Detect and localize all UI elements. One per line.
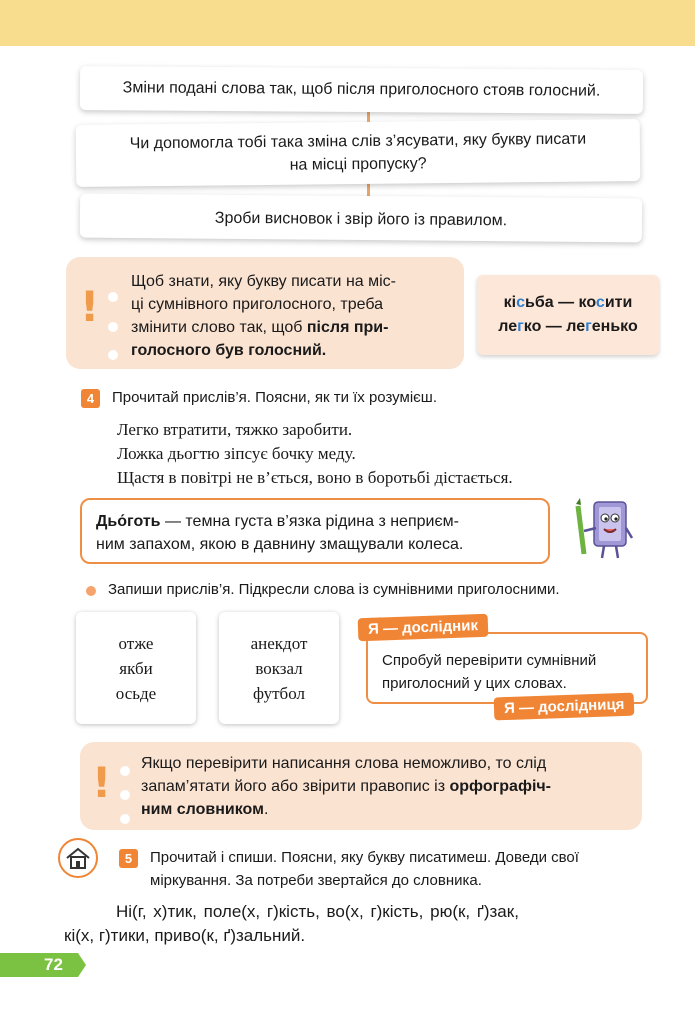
bullet-dot: [120, 790, 130, 800]
proverb-2: Ложка дьогтю зіпсує бочку меду.: [117, 444, 356, 463]
example-row-2: легко — легенько: [498, 318, 638, 335]
task-4-text: Прочитай прислів’я. Поясни, як ти їх розумієш.: [112, 389, 438, 406]
exclamation-icon: !: [80, 282, 100, 331]
example-box: [477, 275, 659, 355]
word: осьде: [115, 683, 157, 703]
proverb-3: Щастя в повітрі не в’ється, воно в боротьбі дістається.: [117, 468, 513, 487]
rule-1-line-3: змінити слово так, щоб після при-: [131, 319, 389, 336]
research-line-2: приголосний у цих словах.: [382, 675, 567, 692]
subtask-text: Запиши прислів’я. Підкресли слова із сумнівними приголосними.: [108, 581, 560, 598]
task-4-number: 4: [81, 389, 100, 408]
bullet-dot: [120, 814, 130, 824]
rule-1-line-2: ці сумнівного приголосного, треба: [131, 296, 384, 313]
bullet-dot: [108, 292, 118, 302]
step-card-2: [76, 119, 641, 187]
page-number: 72: [44, 955, 63, 974]
task-5-line-1: Прочитай і спиши. Поясни, яку букву писатимеш. Доведи свої: [150, 849, 579, 866]
word: анекдот: [250, 633, 308, 653]
page-number-badge: [0, 953, 86, 977]
example-row-1: кісьба — косити: [503, 294, 633, 311]
research-tag-female: Я — дослідниця: [494, 693, 635, 721]
word: футбол: [253, 683, 305, 703]
step-card-1: [80, 66, 643, 114]
word: вокзал: [255, 658, 303, 678]
rule-2-line-2: запам’ятати його або звірити правопис із орфографіч-: [141, 778, 552, 795]
step-3-text: Зроби висновок і звір його із правилом.: [214, 209, 508, 230]
bullet-icon: [86, 586, 96, 596]
task-5-number: 5: [119, 849, 138, 868]
word-card-1: [76, 612, 196, 724]
task-5-example-line-1: Ні(г, х)тик, поле(х, г)кість, во(х, г)кість, рю(к, ґ)зак,: [116, 902, 519, 921]
step-1-text: Зміни подані слова так, щоб після приголосного стояв голосний.: [122, 79, 601, 100]
rule-1-text: [131, 270, 444, 362]
bullet-dot: [108, 350, 118, 360]
exclamation-icon: !: [92, 758, 112, 807]
top-color-bar: [0, 0, 695, 46]
rule-1-line-1: Щоб знати, яку букву писати на міс-: [131, 273, 396, 290]
research-tag-male: Я — дослідник: [358, 614, 489, 642]
task-5-example-line-2: кі(х, г)тики, приво(к, ґ)зальний.: [64, 926, 306, 945]
research-line-1: Спробуй перевірити сумнівний: [382, 652, 597, 669]
rule-1-line-4: голосного був голосний.: [131, 342, 327, 359]
rule-2-text: [141, 752, 627, 821]
definition-box: [80, 498, 550, 564]
step-card-3: [80, 194, 642, 243]
proverb-1: Легко втратити, тяжко заробити.: [117, 420, 353, 439]
step-2-line-2: на місці пропуску?: [289, 155, 427, 174]
word: якби: [119, 658, 153, 678]
definition-line-1: Дьо́готь — темна густа в’язка рідина з неприєм-: [96, 513, 459, 530]
word-card-2: [219, 612, 339, 724]
word: отже: [118, 633, 154, 653]
rule-2-line-3: ним словником.: [141, 801, 269, 818]
rule-2-line-1: Якщо перевірити написання слова неможливо, то слід: [141, 755, 547, 772]
house-icon: [58, 838, 98, 878]
bullet-dot: [120, 766, 130, 776]
task-5-line-2: міркування. За потреби звертайся до словника.: [150, 872, 482, 889]
notebook-mascot-icon: [566, 496, 638, 564]
bullet-dot: [108, 322, 118, 332]
step-2-line-1: Чи допомогла тобі така зміна слів з’ясувати, яку букву писати: [129, 130, 587, 153]
definition-line-2: ним запахом, якою в давнину змащували колеса.: [96, 536, 464, 553]
